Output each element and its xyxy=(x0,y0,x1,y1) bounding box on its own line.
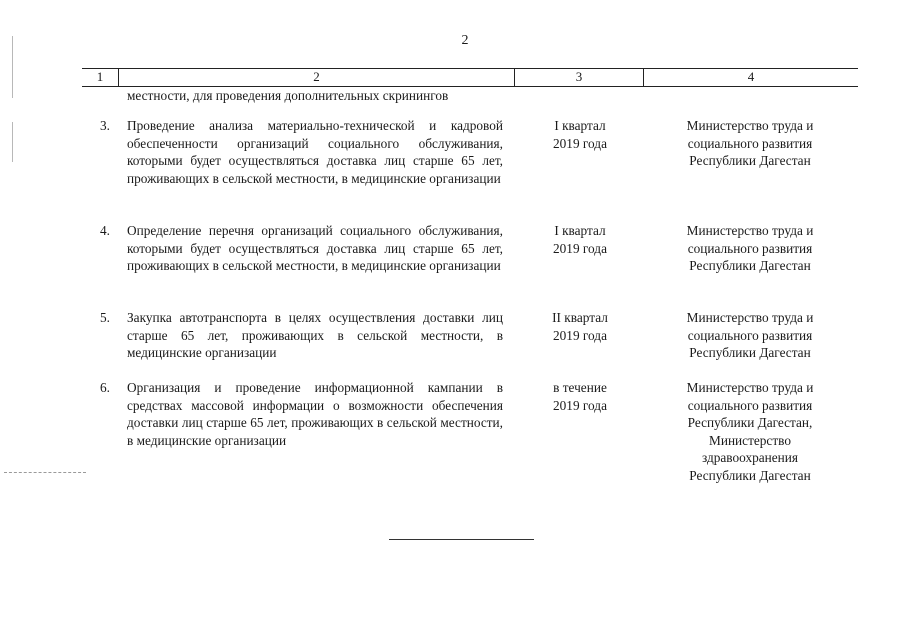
end-of-document-line xyxy=(389,539,534,540)
row-description: Закупка автотранспорта в целях осуществления доставки лиц старше 65 лет, проживающих в сельской местности, в медицинские организации xyxy=(127,310,503,360)
responsible-line: Министерство труда и xyxy=(686,223,814,238)
header-col-4: 4 xyxy=(643,69,858,86)
responsible-line: социального развития xyxy=(687,135,813,151)
responsible-line: Министерство труда и xyxy=(686,310,814,325)
period-line: 2019 года xyxy=(553,135,607,151)
header-col-1: 1 xyxy=(96,69,104,84)
row-period xyxy=(520,222,640,257)
row-responsible xyxy=(664,309,836,362)
responsible-line: Министерство труда и xyxy=(686,118,814,133)
table-header xyxy=(82,68,858,87)
page-number: 2 xyxy=(461,33,469,48)
responsible-line: Республики Дагестан xyxy=(689,258,811,273)
responsible-line: социального развития xyxy=(687,240,813,256)
responsible-line: Республики Дагестан xyxy=(689,153,811,168)
responsible-line: Министерство труда и xyxy=(686,380,814,395)
period-line: II квартал xyxy=(552,310,608,325)
row-responsible xyxy=(664,379,836,484)
period-line: в течение xyxy=(553,380,607,395)
responsible-line: Республики Дагестан xyxy=(689,467,811,483)
responsible-line: социального развития xyxy=(687,327,813,343)
scan-artifact xyxy=(12,36,13,98)
header-col-3: 3 xyxy=(514,69,643,86)
row-responsible xyxy=(664,222,836,275)
period-line: 2019 года xyxy=(553,240,607,256)
responsible-line: социального развития xyxy=(687,397,813,413)
responsible-line: Республики Дагестан xyxy=(689,345,811,360)
period-line: I квартал xyxy=(554,223,606,238)
row-description: Проведение анализа материально-технической и кадровой обеспеченности организаций социального обслуживания, которыми будет осуществляться доставка лиц старше 65 лет, проживающих в сельской местности, в медицинские организации xyxy=(127,118,503,186)
continuation-text: местности, для проведения дополнительных скринингов xyxy=(127,88,449,103)
row-number: 3. xyxy=(100,118,110,133)
scan-artifact xyxy=(4,472,86,473)
header-col-2: 2 xyxy=(118,69,514,86)
responsible-line: Министерство xyxy=(709,432,791,448)
period-line: 2019 года xyxy=(553,327,607,343)
row-number: 4. xyxy=(100,223,110,238)
row-responsible xyxy=(664,117,836,170)
row-period xyxy=(520,117,640,152)
period-line: I квартал xyxy=(554,118,606,133)
responsible-line: здравоохранения xyxy=(701,450,799,465)
row-period xyxy=(520,309,640,344)
row-period xyxy=(520,379,640,414)
period-line: 2019 года xyxy=(553,397,607,413)
row-number: 5. xyxy=(100,310,110,325)
row-description: Организация и проведение информационной кампании в средствах массовой информации о возможности обеспечения доставки лиц старше 65 лет, проживающих в сельской местности, в медицинские организации xyxy=(127,380,503,448)
row-number: 6. xyxy=(100,380,110,395)
scan-artifact xyxy=(12,122,13,162)
responsible-line: Республики Дагестан, xyxy=(687,415,813,430)
row-description: Определение перечня организаций социального обслуживания, которыми будет осуществляться доставка лиц старше 65 лет, проживающих в сельской местности, в медицинские организации xyxy=(127,223,503,273)
